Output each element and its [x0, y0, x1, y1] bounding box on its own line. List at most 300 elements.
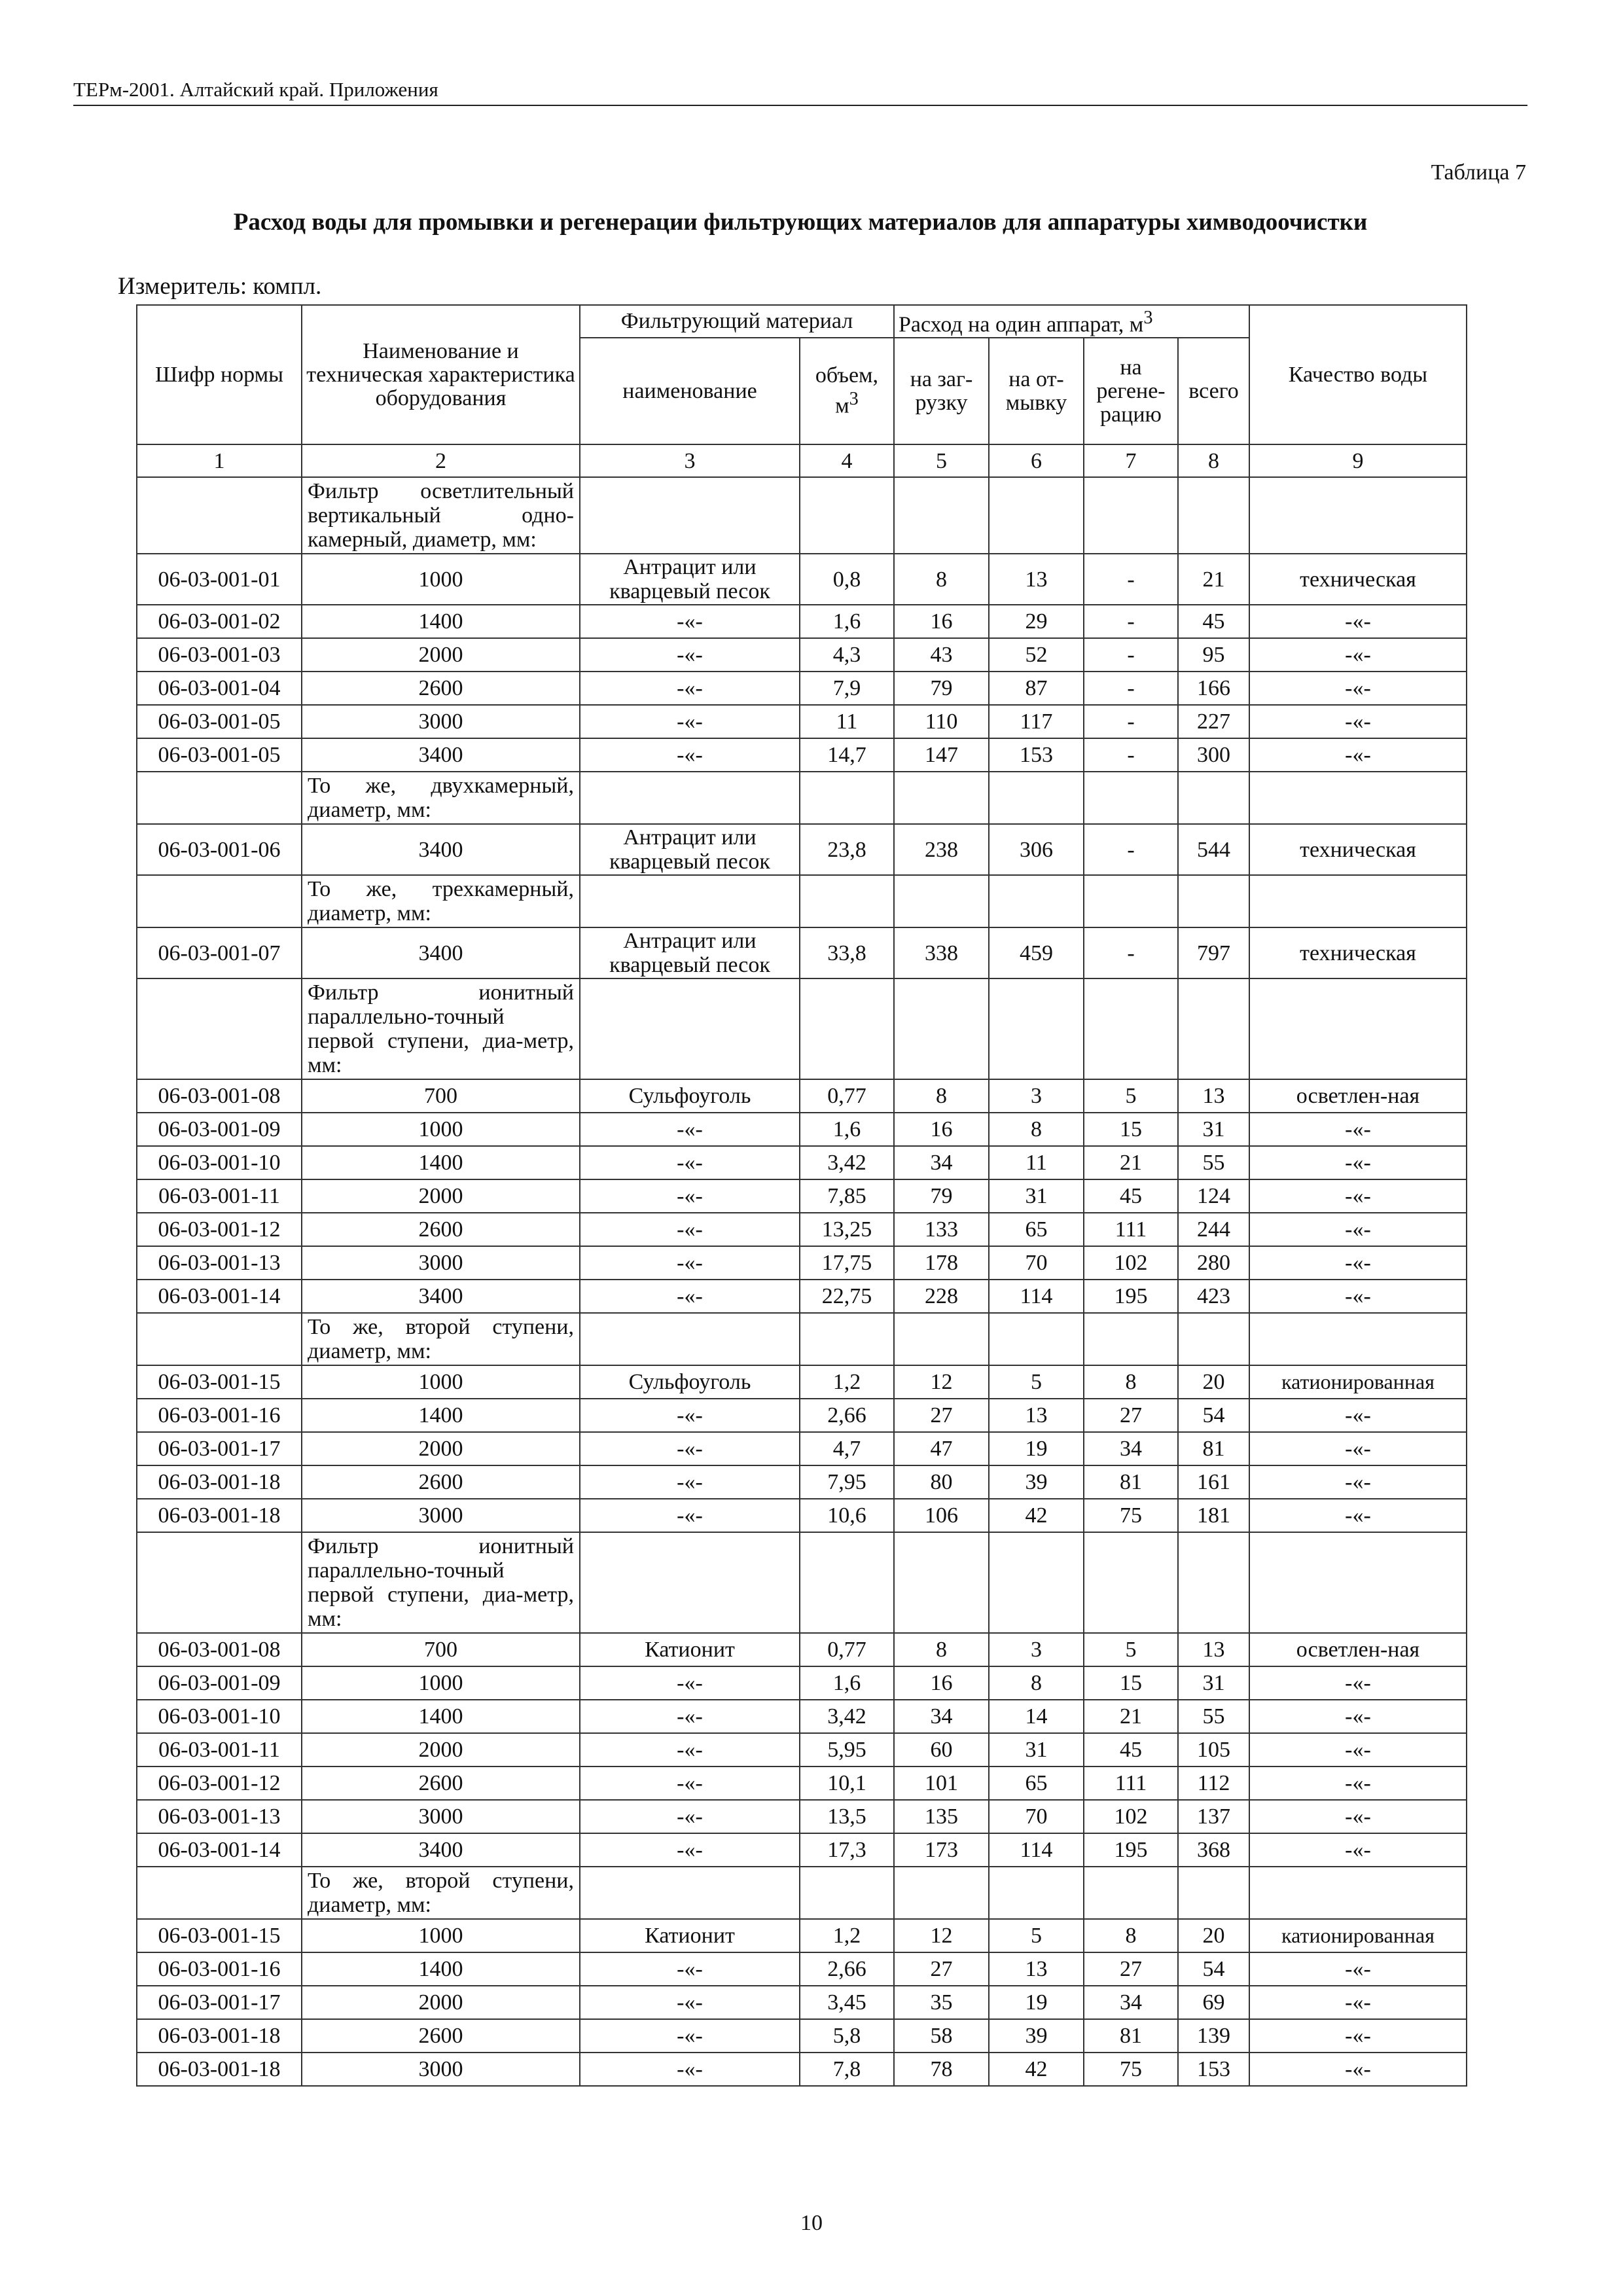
material-volume: 7,8 — [800, 2053, 894, 2086]
loading-volume: 8 — [894, 1633, 989, 1666]
washing-volume: 70 — [989, 1800, 1084, 1833]
equipment-diameter: 3000 — [302, 1499, 580, 1532]
header-material-name: наименование — [580, 338, 800, 444]
washing-volume: 153 — [989, 738, 1084, 772]
material-volume: 1,6 — [800, 605, 894, 638]
material-volume: 14,7 — [800, 738, 894, 772]
equipment-diameter: 1000 — [302, 1113, 580, 1146]
material-volume: 5,8 — [800, 2019, 894, 2053]
empty-cell — [1084, 772, 1178, 824]
table-row — [137, 2019, 1467, 2053]
washing-volume: 5 — [989, 1919, 1084, 1952]
table-row — [137, 1986, 1467, 2019]
norm-code: 06-03-001-02 — [137, 605, 302, 638]
water-quality: -«- — [1249, 1666, 1467, 1700]
column-number: 5 — [894, 444, 989, 477]
norm-code: 06-03-001-16 — [137, 1952, 302, 1986]
total-volume: 181 — [1178, 1499, 1249, 1532]
norm-code: 06-03-001-15 — [137, 1365, 302, 1399]
table-row — [137, 605, 1467, 638]
equipment-diameter: 2000 — [302, 1432, 580, 1465]
regeneration-volume: - — [1084, 638, 1178, 672]
washing-volume: 65 — [989, 1767, 1084, 1800]
regeneration-volume: 27 — [1084, 1399, 1178, 1432]
section-heading-row — [137, 772, 1467, 824]
washing-volume: 13 — [989, 554, 1084, 605]
material-name: -«- — [580, 1465, 800, 1499]
water-quality: -«- — [1249, 1465, 1467, 1499]
table-row — [137, 1465, 1467, 1499]
table-row — [137, 1246, 1467, 1280]
material-volume: 23,8 — [800, 824, 894, 875]
norm-code: 06-03-001-03 — [137, 638, 302, 672]
material-volume: 7,95 — [800, 1465, 894, 1499]
equipment-diameter: 3000 — [302, 2053, 580, 2086]
water-quality: -«- — [1249, 638, 1467, 672]
loading-volume: 79 — [894, 672, 989, 705]
loading-volume: 228 — [894, 1280, 989, 1313]
running-header — [73, 77, 1527, 106]
total-volume: 20 — [1178, 1365, 1249, 1399]
water-quality: -«- — [1249, 1499, 1467, 1532]
water-quality: -«- — [1249, 1432, 1467, 1465]
regeneration-volume: 81 — [1084, 2019, 1178, 2053]
total-volume: 54 — [1178, 1399, 1249, 1432]
loading-volume: 35 — [894, 1986, 989, 2019]
loading-volume: 12 — [894, 1365, 989, 1399]
table-row — [137, 1179, 1467, 1213]
water-quality: -«- — [1249, 1767, 1467, 1800]
material-name: Сульфоуголь — [580, 1365, 800, 1399]
material-name: -«- — [580, 1700, 800, 1733]
section-label: То же, трехкамерный, диаметр, мм: — [302, 875, 580, 927]
table-row — [137, 705, 1467, 738]
loading-volume: 16 — [894, 1113, 989, 1146]
loading-volume: 43 — [894, 638, 989, 672]
table-row — [137, 1952, 1467, 1986]
table-row — [137, 638, 1467, 672]
norm-code: 06-03-001-11 — [137, 1733, 302, 1767]
water-quality: катионированная — [1249, 1365, 1467, 1399]
total-volume: 227 — [1178, 705, 1249, 738]
section-heading-row — [137, 1532, 1467, 1633]
table-row — [137, 1399, 1467, 1432]
equipment-diameter: 2600 — [302, 2019, 580, 2053]
water-quality: -«- — [1249, 1986, 1467, 2019]
total-volume: 95 — [1178, 638, 1249, 672]
empty-cell — [989, 772, 1084, 824]
washing-volume: 42 — [989, 1499, 1084, 1532]
section-label: То же, двухкамерный, диаметр, мм: — [302, 772, 580, 824]
empty-cell — [1178, 477, 1249, 554]
equipment-diameter: 2000 — [302, 638, 580, 672]
water-quality: техническая — [1249, 554, 1467, 605]
column-number: 4 — [800, 444, 894, 477]
washing-volume: 3 — [989, 1633, 1084, 1666]
material-volume: 7,85 — [800, 1179, 894, 1213]
equipment-diameter: 2000 — [302, 1733, 580, 1767]
washing-volume: 19 — [989, 1986, 1084, 2019]
column-number-row — [137, 444, 1467, 477]
norm-code: 06-03-001-09 — [137, 1113, 302, 1146]
empty-cell — [1249, 978, 1467, 1079]
regeneration-volume: 34 — [1084, 1432, 1178, 1465]
running-title: ТЕРм-2001. Алтайский край. Приложения — [73, 78, 438, 101]
section-heading-row — [137, 978, 1467, 1079]
material-name: -«- — [580, 2019, 800, 2053]
empty-cell — [1084, 875, 1178, 927]
empty-cell — [1084, 1867, 1178, 1919]
material-volume: 13,5 — [800, 1800, 894, 1833]
water-quality: -«- — [1249, 1733, 1467, 1767]
total-volume: 423 — [1178, 1280, 1249, 1313]
table-row — [137, 1800, 1467, 1833]
loading-volume: 133 — [894, 1213, 989, 1246]
material-volume: 10,1 — [800, 1767, 894, 1800]
table-row — [137, 1113, 1467, 1146]
material-volume: 10,6 — [800, 1499, 894, 1532]
washing-volume: 8 — [989, 1113, 1084, 1146]
regeneration-volume: 195 — [1084, 1280, 1178, 1313]
table-row — [137, 1280, 1467, 1313]
empty-cell — [580, 772, 800, 824]
regeneration-volume: - — [1084, 705, 1178, 738]
equipment-diameter: 2600 — [302, 1465, 580, 1499]
empty-cell — [894, 875, 989, 927]
material-volume: 7,9 — [800, 672, 894, 705]
table-row — [137, 1213, 1467, 1246]
section-heading-row — [137, 1313, 1467, 1365]
table-row — [137, 824, 1467, 875]
empty-cell — [137, 875, 302, 927]
loading-volume: 16 — [894, 605, 989, 638]
regeneration-volume: 8 — [1084, 1365, 1178, 1399]
equipment-diameter: 700 — [302, 1633, 580, 1666]
total-volume: 137 — [1178, 1800, 1249, 1833]
empty-cell — [894, 772, 989, 824]
water-quality: -«- — [1249, 705, 1467, 738]
water-quality: техническая — [1249, 824, 1467, 875]
total-volume: 54 — [1178, 1952, 1249, 1986]
total-volume: 55 — [1178, 1146, 1249, 1179]
total-volume: 31 — [1178, 1113, 1249, 1146]
loading-volume: 60 — [894, 1733, 989, 1767]
regeneration-volume: 21 — [1084, 1146, 1178, 1179]
equipment-diameter: 1000 — [302, 1919, 580, 1952]
water-quality: -«- — [1249, 1113, 1467, 1146]
equipment-diameter: 1400 — [302, 1700, 580, 1733]
loading-volume: 27 — [894, 1952, 989, 1986]
regeneration-volume: 111 — [1084, 1767, 1178, 1800]
water-quality: -«- — [1249, 738, 1467, 772]
regeneration-volume: 75 — [1084, 1499, 1178, 1532]
material-name: Сульфоуголь — [580, 1079, 800, 1113]
norm-code: 06-03-001-18 — [137, 2019, 302, 2053]
equipment-diameter: 2000 — [302, 1986, 580, 2019]
washing-volume: 13 — [989, 1399, 1084, 1432]
header-consumption-text: Расход на один аппарат, м — [899, 312, 1144, 337]
loading-volume: 106 — [894, 1499, 989, 1532]
empty-cell — [1084, 1532, 1178, 1633]
material-name: -«- — [580, 705, 800, 738]
norm-code: 06-03-001-05 — [137, 705, 302, 738]
washing-volume: 70 — [989, 1246, 1084, 1280]
material-name: -«- — [580, 2053, 800, 2086]
norm-code: 06-03-001-08 — [137, 1633, 302, 1666]
total-volume: 105 — [1178, 1733, 1249, 1767]
loading-volume: 110 — [894, 705, 989, 738]
water-quality: техническая — [1249, 927, 1467, 978]
total-volume: 69 — [1178, 1986, 1249, 2019]
equipment-diameter: 1000 — [302, 554, 580, 605]
table-row — [137, 1365, 1467, 1399]
regeneration-volume: 75 — [1084, 2053, 1178, 2086]
empty-cell — [1084, 1313, 1178, 1365]
material-name: -«- — [580, 672, 800, 705]
norm-code: 06-03-001-17 — [137, 1986, 302, 2019]
material-volume: 17,3 — [800, 1833, 894, 1867]
section-label: То же, второй ступени, диаметр, мм: — [302, 1867, 580, 1919]
material-volume: 0,8 — [800, 554, 894, 605]
empty-cell — [800, 1313, 894, 1365]
regeneration-volume: 102 — [1084, 1800, 1178, 1833]
header-regeneration: на регене-рацию — [1084, 338, 1178, 444]
empty-cell — [1178, 772, 1249, 824]
equipment-diameter: 1400 — [302, 1952, 580, 1986]
table-row — [137, 554, 1467, 605]
water-quality: -«- — [1249, 1399, 1467, 1432]
water-quality: -«- — [1249, 1179, 1467, 1213]
water-quality: -«- — [1249, 1146, 1467, 1179]
empty-cell — [800, 978, 894, 1079]
equipment-diameter: 700 — [302, 1079, 580, 1113]
material-name: -«- — [580, 1399, 800, 1432]
material-volume: 2,66 — [800, 1952, 894, 1986]
equipment-diameter: 1400 — [302, 1399, 580, 1432]
empty-cell — [1249, 1313, 1467, 1365]
water-quality: -«- — [1249, 2019, 1467, 2053]
norm-code: 06-03-001-18 — [137, 2053, 302, 2086]
washing-volume: 459 — [989, 927, 1084, 978]
column-number: 6 — [989, 444, 1084, 477]
material-name: -«- — [580, 1952, 800, 1986]
header-volume — [800, 338, 894, 444]
empty-cell — [580, 477, 800, 554]
material-volume: 4,3 — [800, 638, 894, 672]
table-row — [137, 1767, 1467, 1800]
loading-volume: 34 — [894, 1700, 989, 1733]
washing-volume: 5 — [989, 1365, 1084, 1399]
equipment-diameter: 3400 — [302, 824, 580, 875]
regeneration-volume: 5 — [1084, 1079, 1178, 1113]
washing-volume: 11 — [989, 1146, 1084, 1179]
measure-unit: Измеритель: компл. — [118, 273, 322, 300]
material-name: -«- — [580, 1179, 800, 1213]
loading-volume: 173 — [894, 1833, 989, 1867]
loading-volume: 16 — [894, 1666, 989, 1700]
loading-volume: 47 — [894, 1432, 989, 1465]
section-heading-row — [137, 875, 1467, 927]
column-number: 9 — [1249, 444, 1467, 477]
washing-volume: 13 — [989, 1952, 1084, 1986]
water-quality: -«- — [1249, 1700, 1467, 1733]
regeneration-volume: 111 — [1084, 1213, 1178, 1246]
total-volume: 544 — [1178, 824, 1249, 875]
material-name: -«- — [580, 1432, 800, 1465]
loading-volume: 58 — [894, 2019, 989, 2053]
loading-volume: 178 — [894, 1246, 989, 1280]
material-volume: 4,7 — [800, 1432, 894, 1465]
empty-cell — [989, 477, 1084, 554]
washing-volume: 65 — [989, 1213, 1084, 1246]
equipment-diameter: 3400 — [302, 1280, 580, 1313]
regeneration-volume: 15 — [1084, 1666, 1178, 1700]
material-volume: 3,42 — [800, 1700, 894, 1733]
loading-volume: 8 — [894, 1079, 989, 1113]
loading-volume: 338 — [894, 927, 989, 978]
column-number: 8 — [1178, 444, 1249, 477]
equipment-diameter: 3400 — [302, 738, 580, 772]
loading-volume: 101 — [894, 1767, 989, 1800]
material-volume: 3,45 — [800, 1986, 894, 2019]
empty-cell — [137, 772, 302, 824]
material-volume: 2,66 — [800, 1399, 894, 1432]
water-quality: осветлен-ная — [1249, 1079, 1467, 1113]
header-volume-text: объем, м — [815, 363, 879, 418]
total-volume: 161 — [1178, 1465, 1249, 1499]
equipment-diameter: 3000 — [302, 1800, 580, 1833]
regeneration-volume: - — [1084, 824, 1178, 875]
empty-cell — [1249, 1532, 1467, 1633]
washing-volume: 39 — [989, 2019, 1084, 2053]
empty-cell — [1178, 978, 1249, 1079]
section-label: Фильтр ионитный параллельно-точный первой ступени, диа-метр, мм: — [302, 1532, 580, 1633]
total-volume: 368 — [1178, 1833, 1249, 1867]
total-volume: 300 — [1178, 738, 1249, 772]
washing-volume: 87 — [989, 672, 1084, 705]
washing-volume: 31 — [989, 1733, 1084, 1767]
table-row — [137, 1432, 1467, 1465]
header-washing: на от-мывку — [989, 338, 1084, 444]
total-volume: 797 — [1178, 927, 1249, 978]
total-volume: 13 — [1178, 1633, 1249, 1666]
equipment-diameter: 3000 — [302, 1246, 580, 1280]
regeneration-volume: 5 — [1084, 1633, 1178, 1666]
empty-cell — [894, 978, 989, 1079]
empty-cell — [1178, 1313, 1249, 1365]
norm-code: 06-03-001-13 — [137, 1800, 302, 1833]
material-name: -«- — [580, 1733, 800, 1767]
material-name: -«- — [580, 1986, 800, 2019]
loading-volume: 80 — [894, 1465, 989, 1499]
material-volume: 1,2 — [800, 1919, 894, 1952]
material-volume: 5,95 — [800, 1733, 894, 1767]
loading-volume: 8 — [894, 554, 989, 605]
norm-code: 06-03-001-15 — [137, 1919, 302, 1952]
table-row — [137, 1700, 1467, 1733]
regeneration-volume: 15 — [1084, 1113, 1178, 1146]
regeneration-volume: 8 — [1084, 1919, 1178, 1952]
material-volume: 1,2 — [800, 1365, 894, 1399]
loading-volume: 79 — [894, 1179, 989, 1213]
table-row — [137, 927, 1467, 978]
empty-cell — [1249, 772, 1467, 824]
section-heading-row — [137, 477, 1467, 554]
material-volume: 13,25 — [800, 1213, 894, 1246]
water-quality: -«- — [1249, 1213, 1467, 1246]
material-name: -«- — [580, 605, 800, 638]
empty-cell — [580, 1532, 800, 1633]
table-row — [137, 672, 1467, 705]
empty-cell — [894, 1532, 989, 1633]
equipment-diameter: 2600 — [302, 1213, 580, 1246]
water-quality: -«- — [1249, 2053, 1467, 2086]
table-row — [137, 1666, 1467, 1700]
water-quality: -«- — [1249, 1833, 1467, 1867]
empty-cell — [800, 772, 894, 824]
column-number: 7 — [1084, 444, 1178, 477]
header-volume-sup: 3 — [849, 389, 859, 410]
empty-cell — [1084, 477, 1178, 554]
water-quality: осветлен-ная — [1249, 1633, 1467, 1666]
water-consumption-table — [136, 304, 1467, 2087]
water-quality: -«- — [1249, 1280, 1467, 1313]
empty-cell — [137, 1532, 302, 1633]
material-volume: 17,75 — [800, 1246, 894, 1280]
material-name: -«- — [580, 1499, 800, 1532]
loading-volume: 27 — [894, 1399, 989, 1432]
norm-code: 06-03-001-17 — [137, 1432, 302, 1465]
table-row — [137, 738, 1467, 772]
washing-volume: 8 — [989, 1666, 1084, 1700]
total-volume: 81 — [1178, 1432, 1249, 1465]
empty-cell — [580, 978, 800, 1079]
empty-cell — [1249, 1867, 1467, 1919]
material-name: Катионит — [580, 1919, 800, 1952]
equipment-diameter: 2600 — [302, 1767, 580, 1800]
header-consumption — [894, 305, 1249, 338]
material-name: -«- — [580, 638, 800, 672]
water-quality: катионированная — [1249, 1919, 1467, 1952]
column-number: 3 — [580, 444, 800, 477]
empty-cell — [800, 1532, 894, 1633]
washing-volume: 117 — [989, 705, 1084, 738]
loading-volume: 147 — [894, 738, 989, 772]
empty-cell — [137, 477, 302, 554]
material-name: -«- — [580, 1213, 800, 1246]
empty-cell — [989, 1867, 1084, 1919]
equipment-diameter: 1000 — [302, 1365, 580, 1399]
total-volume: 280 — [1178, 1246, 1249, 1280]
empty-cell — [894, 477, 989, 554]
table-row — [137, 1833, 1467, 1867]
washing-volume: 52 — [989, 638, 1084, 672]
header-equipment: Наименование и техническая характеристика оборудования — [302, 305, 580, 444]
loading-volume: 238 — [894, 824, 989, 875]
table-title: Расход воды для промывки и регенерации фильтрующих материалов для аппаратуры химводоочистки — [233, 209, 1368, 236]
empty-cell — [800, 477, 894, 554]
material-volume: 1,6 — [800, 1113, 894, 1146]
table-row — [137, 1733, 1467, 1767]
norm-code: 06-03-001-07 — [137, 927, 302, 978]
total-volume: 21 — [1178, 554, 1249, 605]
norm-code: 06-03-001-01 — [137, 554, 302, 605]
material-volume: 22,75 — [800, 1280, 894, 1313]
empty-cell — [989, 1313, 1084, 1365]
washing-volume: 39 — [989, 1465, 1084, 1499]
empty-cell — [1178, 875, 1249, 927]
norm-code: 06-03-001-13 — [137, 1246, 302, 1280]
